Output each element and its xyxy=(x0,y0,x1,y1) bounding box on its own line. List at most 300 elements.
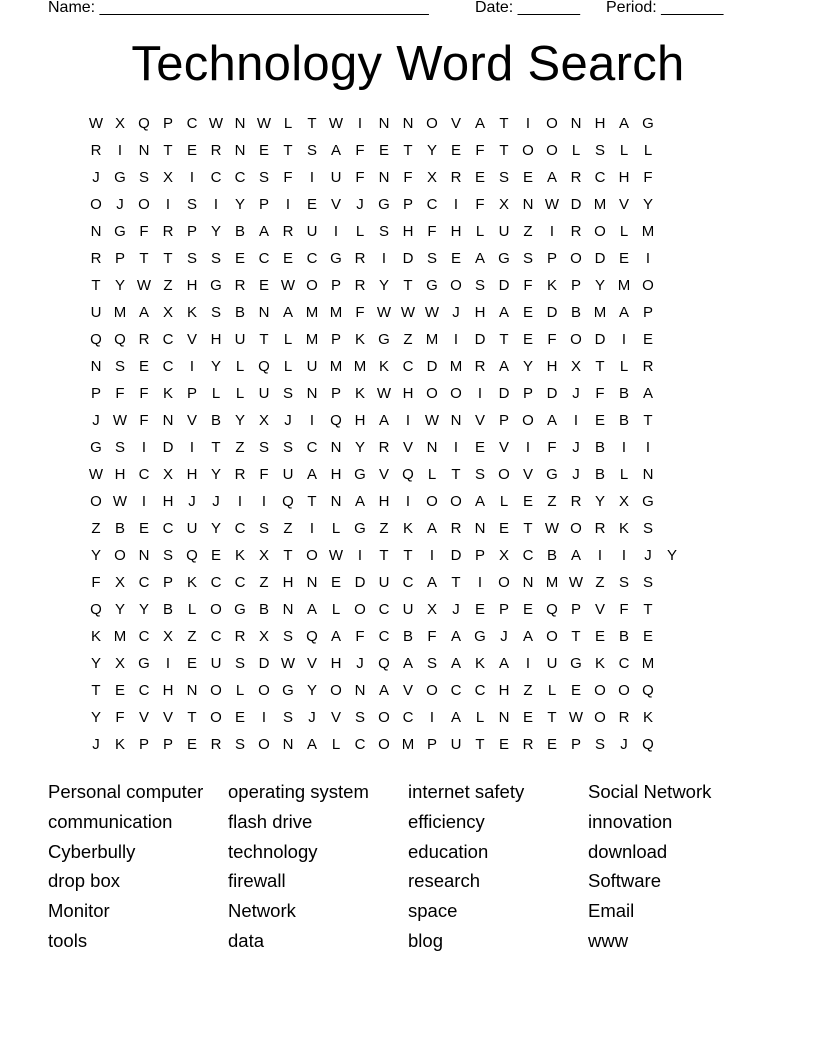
grid-cell[interactable]: A xyxy=(450,709,461,726)
grid-cell[interactable]: M xyxy=(641,223,655,240)
grid-cell[interactable]: Q xyxy=(282,493,294,510)
grid-cell[interactable]: H xyxy=(162,493,174,510)
grid-cell[interactable]: L xyxy=(619,223,629,240)
grid-cell[interactable]: T xyxy=(595,358,605,375)
grid-cell[interactable]: T xyxy=(571,628,581,645)
grid-cell[interactable]: T xyxy=(259,331,269,348)
grid-cell[interactable]: I xyxy=(381,250,387,267)
grid-cell[interactable]: O xyxy=(258,736,270,753)
grid-cell[interactable]: O xyxy=(450,385,462,402)
grid-cell[interactable]: Y xyxy=(138,601,149,618)
grid-cell[interactable]: J xyxy=(92,412,100,429)
letter-grid[interactable] xyxy=(84,110,732,758)
grid-cell[interactable]: T xyxy=(283,547,293,564)
grid-cell[interactable]: S xyxy=(186,250,197,267)
grid-cell[interactable]: S xyxy=(618,574,629,591)
grid-cell[interactable]: W xyxy=(568,709,584,726)
grid-cell[interactable]: D xyxy=(474,331,486,348)
grid-cell[interactable]: O xyxy=(378,709,390,726)
grid-cell[interactable]: M xyxy=(425,331,439,348)
grid-cell[interactable]: L xyxy=(475,223,485,240)
grid-cell[interactable]: A xyxy=(474,493,485,510)
grid-cell[interactable]: R xyxy=(234,466,246,483)
grid-cell[interactable]: L xyxy=(331,736,341,753)
grid-cell[interactable]: H xyxy=(330,466,342,483)
grid-cell[interactable]: Y xyxy=(114,601,125,618)
grid-cell[interactable]: R xyxy=(282,223,294,240)
grid-cell[interactable]: P xyxy=(402,196,413,213)
grid-cell[interactable]: P xyxy=(522,385,533,402)
grid-cell[interactable]: N xyxy=(378,169,390,186)
grid-cell[interactable]: E xyxy=(522,601,533,618)
grid-cell[interactable]: H xyxy=(186,277,198,294)
grid-cell[interactable]: P xyxy=(498,412,509,429)
grid-cell[interactable]: N xyxy=(642,466,654,483)
grid-cell[interactable]: P xyxy=(186,223,197,240)
grid-cell[interactable]: G xyxy=(426,277,438,294)
grid-cell[interactable]: F xyxy=(139,412,149,429)
grid-cell[interactable]: E xyxy=(618,250,629,267)
grid-cell[interactable]: Q xyxy=(402,466,414,483)
grid-cell[interactable]: C xyxy=(210,628,222,645)
grid-cell[interactable]: H xyxy=(210,331,222,348)
grid-cell[interactable]: S xyxy=(234,655,245,672)
grid-cell[interactable]: N xyxy=(234,115,246,132)
grid-cell[interactable]: C xyxy=(378,628,390,645)
grid-cell[interactable]: X xyxy=(258,628,269,645)
grid-cell[interactable]: F xyxy=(619,601,629,618)
grid-cell[interactable]: S xyxy=(258,439,269,456)
grid-cell[interactable]: F xyxy=(115,709,125,726)
grid-cell[interactable]: R xyxy=(570,223,582,240)
grid-cell[interactable]: P xyxy=(570,601,581,618)
grid-cell[interactable]: X xyxy=(162,628,173,645)
grid-cell[interactable]: Y xyxy=(210,466,221,483)
grid-cell[interactable]: E xyxy=(594,412,605,429)
grid-cell[interactable]: E xyxy=(138,358,149,375)
grid-cell[interactable]: X xyxy=(162,304,173,321)
grid-cell[interactable]: T xyxy=(403,142,413,159)
grid-cell[interactable]: R xyxy=(642,358,654,375)
grid-cell[interactable]: Y xyxy=(90,709,101,726)
grid-cell[interactable]: K xyxy=(594,655,605,672)
grid-cell[interactable]: G xyxy=(138,655,150,672)
grid-cell[interactable]: P xyxy=(330,385,341,402)
grid-cell[interactable]: K xyxy=(354,385,365,402)
grid-cell[interactable]: Z xyxy=(187,628,197,645)
grid-cell[interactable]: J xyxy=(500,628,508,645)
grid-cell[interactable]: Z xyxy=(91,520,101,537)
grid-cell[interactable]: I xyxy=(453,439,459,456)
grid-cell[interactable]: S xyxy=(186,196,197,213)
grid-cell[interactable]: U xyxy=(450,736,462,753)
grid-cell[interactable]: A xyxy=(618,304,629,321)
grid-cell[interactable]: A xyxy=(306,736,317,753)
grid-cell[interactable]: O xyxy=(570,250,582,267)
grid-cell[interactable]: A xyxy=(522,628,533,645)
grid-cell[interactable]: Z xyxy=(523,682,533,699)
grid-cell[interactable]: T xyxy=(91,277,101,294)
grid-cell[interactable]: M xyxy=(113,304,127,321)
grid-cell[interactable]: T xyxy=(307,493,317,510)
grid-cell[interactable]: H xyxy=(594,115,606,132)
grid-cell[interactable]: C xyxy=(522,547,534,564)
grid-cell[interactable]: H xyxy=(402,385,414,402)
grid-cell[interactable]: L xyxy=(283,331,293,348)
grid-cell[interactable]: T xyxy=(451,574,461,591)
grid-cell[interactable]: D xyxy=(162,439,174,456)
grid-cell[interactable]: N xyxy=(426,439,438,456)
grid-cell[interactable]: E xyxy=(546,736,557,753)
grid-cell[interactable]: O xyxy=(258,682,270,699)
grid-cell[interactable]: S xyxy=(282,439,293,456)
grid-cell[interactable]: E xyxy=(234,250,245,267)
grid-cell[interactable]: T xyxy=(499,142,509,159)
grid-cell[interactable]: E xyxy=(114,682,125,699)
grid-cell[interactable]: L xyxy=(475,709,485,726)
grid-cell[interactable]: U xyxy=(546,655,558,672)
grid-cell[interactable]: U xyxy=(90,304,102,321)
grid-cell[interactable]: T xyxy=(499,115,509,132)
grid-cell[interactable]: S xyxy=(474,466,485,483)
grid-cell[interactable]: M xyxy=(305,331,319,348)
grid-cell[interactable]: T xyxy=(307,115,317,132)
grid-cell[interactable]: E xyxy=(210,547,221,564)
grid-cell[interactable]: T xyxy=(139,250,149,267)
grid-cell[interactable]: D xyxy=(594,331,606,348)
grid-cell[interactable]: W xyxy=(544,196,560,213)
grid-cell[interactable]: F xyxy=(427,628,437,645)
grid-cell[interactable]: N xyxy=(306,574,318,591)
grid-cell[interactable]: Y xyxy=(114,277,125,294)
grid-cell[interactable]: U xyxy=(282,466,294,483)
grid-cell[interactable]: M xyxy=(617,277,631,294)
grid-cell[interactable]: A xyxy=(402,655,413,672)
grid-cell[interactable]: E xyxy=(138,520,149,537)
grid-cell[interactable]: Z xyxy=(547,493,557,510)
grid-cell[interactable]: Q xyxy=(330,412,342,429)
grid-cell[interactable]: I xyxy=(549,223,555,240)
grid-cell[interactable]: O xyxy=(522,142,534,159)
grid-cell[interactable]: N xyxy=(570,115,582,132)
grid-cell[interactable]: F xyxy=(115,385,125,402)
grid-cell[interactable]: T xyxy=(91,682,101,699)
grid-cell[interactable]: W xyxy=(112,493,128,510)
grid-cell[interactable]: E xyxy=(522,493,533,510)
grid-cell[interactable]: A xyxy=(618,115,629,132)
grid-cell[interactable]: E xyxy=(642,628,653,645)
grid-cell[interactable]: Y xyxy=(234,412,245,429)
grid-cell[interactable]: A xyxy=(546,412,557,429)
grid-cell[interactable]: C xyxy=(474,682,486,699)
grid-cell[interactable]: Y xyxy=(354,439,365,456)
grid-cell[interactable]: Y xyxy=(306,682,317,699)
grid-cell[interactable]: P xyxy=(330,277,341,294)
grid-cell[interactable]: E xyxy=(474,439,485,456)
grid-cell[interactable]: E xyxy=(378,142,389,159)
grid-cell[interactable]: N xyxy=(354,682,366,699)
grid-cell[interactable]: E xyxy=(330,574,341,591)
grid-cell[interactable]: C xyxy=(162,331,174,348)
grid-cell[interactable]: E xyxy=(498,520,509,537)
grid-cell[interactable]: C xyxy=(402,574,414,591)
grid-cell[interactable]: P xyxy=(498,601,509,618)
grid-cell[interactable]: Y xyxy=(210,223,221,240)
grid-cell[interactable]: L xyxy=(643,142,653,159)
grid-cell[interactable]: X xyxy=(114,574,125,591)
grid-cell[interactable]: L xyxy=(619,466,629,483)
grid-cell[interactable]: S xyxy=(258,169,269,186)
grid-cell[interactable]: E xyxy=(258,142,269,159)
grid-cell[interactable]: P xyxy=(90,385,101,402)
grid-cell[interactable]: T xyxy=(403,547,413,564)
grid-cell[interactable]: S xyxy=(426,655,437,672)
grid-cell[interactable]: R xyxy=(522,736,534,753)
grid-cell[interactable]: N xyxy=(90,223,102,240)
grid-cell[interactable]: Q xyxy=(546,601,558,618)
grid-cell[interactable]: O xyxy=(90,196,102,213)
grid-cell[interactable]: L xyxy=(283,358,293,375)
grid-cell[interactable]: D xyxy=(450,547,462,564)
grid-cell[interactable]: P xyxy=(258,196,269,213)
grid-cell[interactable]: D xyxy=(426,358,438,375)
grid-cell[interactable]: O xyxy=(498,466,510,483)
grid-cell[interactable]: M xyxy=(545,574,559,591)
grid-cell[interactable]: O xyxy=(546,115,558,132)
grid-cell[interactable]: S xyxy=(210,304,221,321)
grid-cell[interactable]: W xyxy=(376,385,392,402)
grid-cell[interactable]: D xyxy=(498,385,510,402)
grid-cell[interactable]: W xyxy=(568,574,584,591)
grid-cell[interactable]: O xyxy=(522,412,534,429)
grid-cell[interactable]: N xyxy=(522,574,534,591)
grid-cell[interactable]: Z xyxy=(259,574,269,591)
grid-cell[interactable]: I xyxy=(453,196,459,213)
grid-cell[interactable]: P xyxy=(138,736,149,753)
grid-cell[interactable]: H xyxy=(330,655,342,672)
grid-cell[interactable]: E xyxy=(306,196,317,213)
grid-cell[interactable]: K xyxy=(234,547,245,564)
grid-cell[interactable]: G xyxy=(90,439,102,456)
grid-cell[interactable]: Z xyxy=(595,574,605,591)
grid-cell[interactable]: I xyxy=(189,358,195,375)
grid-cell[interactable]: C xyxy=(234,169,246,186)
grid-cell[interactable]: A xyxy=(426,574,437,591)
grid-cell[interactable]: R xyxy=(210,736,222,753)
grid-cell[interactable]: D xyxy=(498,277,510,294)
grid-cell[interactable]: B xyxy=(402,628,413,645)
grid-cell[interactable]: S xyxy=(258,520,269,537)
grid-cell[interactable]: O xyxy=(426,682,438,699)
grid-cell[interactable]: J xyxy=(284,412,292,429)
grid-cell[interactable]: U xyxy=(234,331,246,348)
grid-cell[interactable]: P xyxy=(162,736,173,753)
grid-cell[interactable]: Z xyxy=(235,439,245,456)
grid-cell[interactable]: E xyxy=(642,331,653,348)
grid-cell[interactable]: U xyxy=(498,223,510,240)
grid-cell[interactable]: H xyxy=(498,682,510,699)
grid-cell[interactable]: I xyxy=(213,196,219,213)
grid-cell[interactable]: F xyxy=(475,196,485,213)
grid-cell[interactable]: R xyxy=(234,277,246,294)
grid-cell[interactable]: R xyxy=(474,358,486,375)
grid-cell[interactable]: O xyxy=(618,682,630,699)
grid-cell[interactable]: A xyxy=(498,304,509,321)
grid-cell[interactable]: H xyxy=(378,493,390,510)
grid-cell[interactable]: Y xyxy=(210,520,221,537)
grid-cell[interactable]: I xyxy=(405,412,411,429)
grid-cell[interactable]: I xyxy=(309,169,315,186)
grid-cell[interactable]: I xyxy=(285,196,291,213)
grid-cell[interactable]: S xyxy=(474,277,485,294)
grid-cell[interactable]: N xyxy=(234,142,246,159)
grid-cell[interactable]: V xyxy=(186,412,197,429)
grid-cell[interactable]: I xyxy=(357,115,363,132)
grid-cell[interactable]: R xyxy=(210,142,222,159)
grid-cell[interactable]: O xyxy=(330,682,342,699)
grid-cell[interactable]: O xyxy=(426,385,438,402)
grid-cell[interactable]: G xyxy=(570,655,582,672)
grid-cell[interactable]: A xyxy=(330,628,341,645)
grid-cell[interactable]: T xyxy=(379,547,389,564)
grid-cell[interactable]: V xyxy=(450,115,461,132)
grid-cell[interactable]: V xyxy=(162,709,173,726)
grid-cell[interactable]: Y xyxy=(522,358,533,375)
grid-cell[interactable]: X xyxy=(498,547,509,564)
grid-cell[interactable]: S xyxy=(594,142,605,159)
grid-cell[interactable]: Z xyxy=(379,520,389,537)
grid-cell[interactable]: X xyxy=(162,169,173,186)
grid-cell[interactable]: B xyxy=(210,412,221,429)
grid-cell[interactable]: V xyxy=(186,331,197,348)
grid-cell[interactable]: A xyxy=(138,304,149,321)
grid-cell[interactable]: K xyxy=(402,520,413,537)
grid-cell[interactable]: V xyxy=(618,196,629,213)
grid-cell[interactable]: Q xyxy=(258,358,270,375)
grid-cell[interactable]: O xyxy=(426,493,438,510)
grid-cell[interactable]: U xyxy=(378,574,390,591)
grid-cell[interactable]: V xyxy=(402,682,413,699)
grid-cell[interactable]: C xyxy=(234,520,246,537)
grid-cell[interactable]: R xyxy=(90,250,102,267)
grid-cell[interactable]: R xyxy=(90,142,102,159)
grid-cell[interactable]: G xyxy=(378,196,390,213)
grid-cell[interactable]: C xyxy=(306,439,318,456)
grid-cell[interactable]: A xyxy=(378,682,389,699)
grid-cell[interactable]: B xyxy=(114,520,125,537)
grid-cell[interactable]: K xyxy=(642,709,653,726)
grid-cell[interactable]: R xyxy=(570,493,582,510)
grid-cell[interactable]: N xyxy=(90,358,102,375)
grid-cell[interactable]: P xyxy=(642,304,653,321)
grid-cell[interactable]: I xyxy=(621,331,627,348)
grid-cell[interactable]: P xyxy=(570,277,581,294)
grid-cell[interactable]: O xyxy=(306,277,318,294)
grid-cell[interactable]: O xyxy=(570,331,582,348)
grid-cell[interactable]: F xyxy=(139,223,149,240)
grid-cell[interactable]: C xyxy=(162,358,174,375)
grid-cell[interactable]: C xyxy=(138,628,150,645)
grid-cell[interactable]: O xyxy=(570,520,582,537)
grid-cell[interactable]: A xyxy=(474,115,485,132)
grid-cell[interactable]: P xyxy=(114,250,125,267)
grid-cell[interactable]: K xyxy=(378,358,389,375)
grid-cell[interactable]: E xyxy=(258,277,269,294)
grid-cell[interactable]: T xyxy=(475,736,485,753)
grid-cell[interactable]: E xyxy=(474,169,485,186)
grid-cell[interactable]: P xyxy=(330,331,341,348)
grid-cell[interactable]: L xyxy=(427,466,437,483)
grid-cell[interactable]: I xyxy=(333,223,339,240)
grid-cell[interactable]: O xyxy=(450,277,462,294)
grid-cell[interactable]: Q xyxy=(90,331,102,348)
grid-cell[interactable]: C xyxy=(210,169,222,186)
grid-cell[interactable]: T xyxy=(283,142,293,159)
grid-cell[interactable]: K xyxy=(618,520,629,537)
grid-cell[interactable]: M xyxy=(401,736,415,753)
grid-cell[interactable]: C xyxy=(402,709,414,726)
grid-cell[interactable]: N xyxy=(330,493,342,510)
grid-cell[interactable]: D xyxy=(546,385,558,402)
grid-cell[interactable]: O xyxy=(546,628,558,645)
grid-cell[interactable]: N xyxy=(138,142,150,159)
grid-cell[interactable]: N xyxy=(186,682,198,699)
grid-cell[interactable]: S xyxy=(594,736,605,753)
grid-cell[interactable]: W xyxy=(376,304,392,321)
grid-cell[interactable]: C xyxy=(162,520,174,537)
grid-cell[interactable]: G xyxy=(330,250,342,267)
grid-cell[interactable]: N xyxy=(474,520,486,537)
grid-cell[interactable]: Z xyxy=(163,277,173,294)
grid-cell[interactable]: N xyxy=(450,412,462,429)
grid-cell[interactable]: E xyxy=(186,142,197,159)
grid-cell[interactable]: S xyxy=(306,142,317,159)
grid-cell[interactable]: Y xyxy=(90,547,101,564)
grid-cell[interactable]: S xyxy=(354,709,365,726)
grid-cell[interactable]: A xyxy=(354,493,365,510)
grid-cell[interactable]: J xyxy=(572,439,580,456)
grid-cell[interactable]: J xyxy=(188,493,196,510)
grid-cell[interactable]: C xyxy=(138,466,150,483)
grid-cell[interactable]: C xyxy=(402,358,414,375)
grid-cell[interactable]: E xyxy=(282,250,293,267)
grid-cell[interactable]: H xyxy=(450,223,462,240)
grid-cell[interactable]: Y xyxy=(642,196,653,213)
grid-cell[interactable]: H xyxy=(186,466,198,483)
grid-cell[interactable]: M xyxy=(305,304,319,321)
grid-cell[interactable]: W xyxy=(208,115,224,132)
grid-cell[interactable]: U xyxy=(306,358,318,375)
grid-cell[interactable]: D xyxy=(546,304,558,321)
grid-cell[interactable]: X xyxy=(258,412,269,429)
grid-cell[interactable]: T xyxy=(547,709,557,726)
grid-cell[interactable]: T xyxy=(187,709,197,726)
grid-cell[interactable]: E xyxy=(522,331,533,348)
grid-cell[interactable]: O xyxy=(114,547,126,564)
grid-cell[interactable]: B xyxy=(162,601,173,618)
grid-cell[interactable]: L xyxy=(211,385,221,402)
grid-cell[interactable]: Q xyxy=(186,547,198,564)
grid-cell[interactable]: P xyxy=(474,547,485,564)
grid-cell[interactable]: L xyxy=(331,520,341,537)
grid-cell[interactable]: Y xyxy=(594,493,605,510)
grid-cell[interactable]: I xyxy=(189,169,195,186)
grid-cell[interactable]: X xyxy=(162,466,173,483)
grid-cell[interactable]: Q xyxy=(306,628,318,645)
grid-cell[interactable]: I xyxy=(621,547,627,564)
grid-cell[interactable]: G xyxy=(546,466,558,483)
grid-cell[interactable]: I xyxy=(261,493,267,510)
